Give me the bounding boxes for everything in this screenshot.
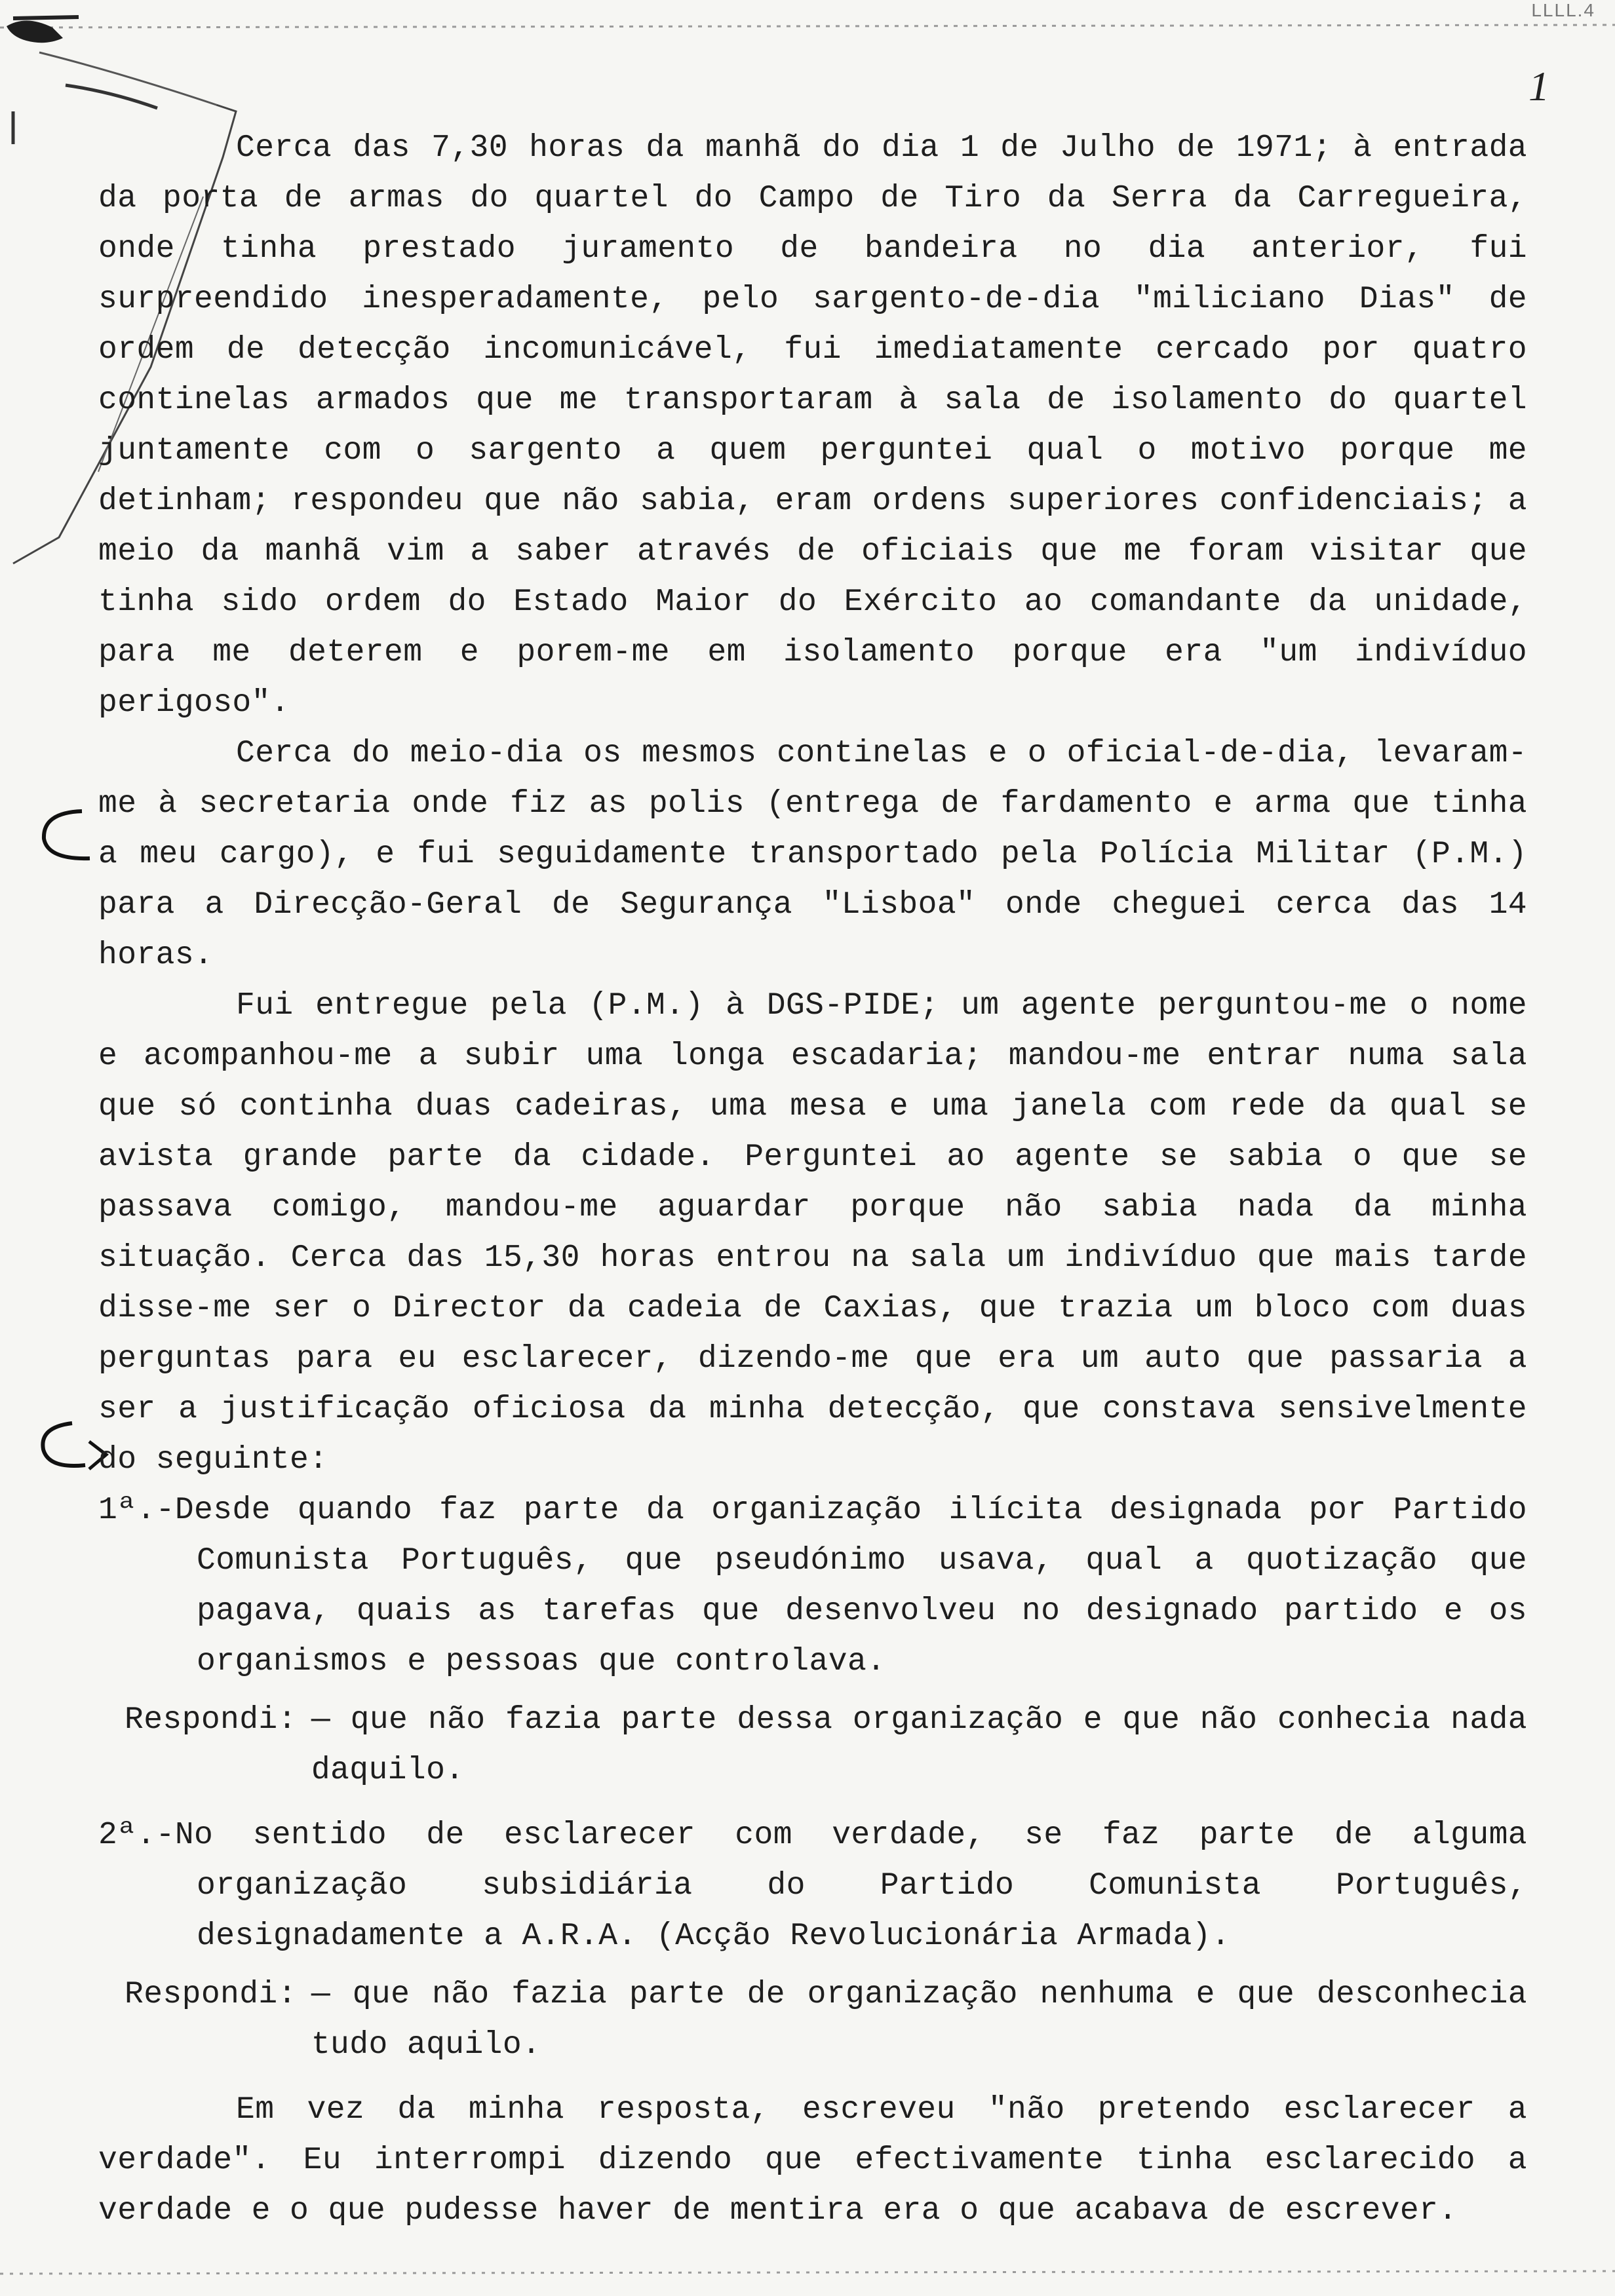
paragraph-arrest: Cerca das 7,30 horas da manhã do dia 1 de Julho de 1971; à entrada da porta de armas do quartel do Campo de Tiro da Serra da Carregueira, onde tinha prestado juramento de bandeira no dia anterior, fui surpreendido inesperadamente, pelo sargento-de-dia "miliciano Dias" de ordem de detecção incomunicável, fui imediatamente cercado por quatro continelas armados que me transportaram à sala de isolamento do quartel juntamente com o sargento a quem perguntei qual o motivo porque me detinham; respondeu que não sabia, eram ordens superiores confidenciais; a meio da manhã vim a saber através de oficiais que me foram visitar que tinha sido ordem do Estado Maior do Exército ao comandante da unidade, para me deterem e porem-me em isolamento porque era "um indivíduo perigoso". [98,130,1527,721]
question-2: 2ª.-No sentido de esclarecer com verdade, se faz parte de alguma organização subsidiária do Partido Comunista Português, designadamente a A.R.A. (Acção Revolucionária Armada). [98,1818,1527,1954]
answer-2-text: — que não fazia parte de organização nenhuma e que desconhecia tudo aquilo. [311,1977,1527,2063]
question-1: 1ª.-Desde quando faz parte da organização ilícita designada por Partido Comunista Português, que pseudónimo usava, qual a quotização que pagava, quais as tarefas que desenvolveu no designado partido e os organismos e pessoas que controlava. [98,1493,1527,1679]
letter-body [98,123,1527,2236]
paragraph-response: Em vez da minha resposta, escreveu "não pretendo esclarecer a verdade". Eu interrompi dizendo que efectivamente tinha esclarecido a verdade e o que pudesse haver de mentira era o que acabava de escrever. [98,2092,1527,2229]
answer-1 [98,1695,1527,1796]
answer-2 [98,1970,1527,2071]
corner-stamp: LLLL.4 [1531,0,1595,20]
answer-2-label: Respondi: [125,1977,297,2012]
paragraph-transfer: Cerca do meio-dia os mesmos continelas e o oficial-de-dia, levaram-me à secretaria onde fiz as polis (entrega de fardamento e arma que tinha a meu cargo), e fui seguidamente transportado pela Polícia Militar (P.M.) para a Direcção-Geral de Segurança "Lisboa" onde cheguei cerca das 14 horas. [98,736,1527,973]
answer-1-text: — que não fazia parte dessa organização e que não conhecia nada daquilo. [311,1702,1527,1788]
page-number: 1 [1528,63,1549,109]
answer-1-label: Respondi: [125,1702,297,1738]
margin-bracket-mark [36,806,95,865]
paragraph-interrogation: Fui entregue pela (P.M.) à DGS-PIDE; um agente perguntou-me o nome e acompanhou-me a subir uma longa escadaria; mandou-me entrar numa sala que só continha duas cadeiras, uma mesa e uma janela com rede da qual se avista grande parte da cidade. Perguntei ao agente se sabia o que se passava comigo, mandou-me aguardar porque não sabia nada da minha situação. Cerca das 15,30 horas entrou na sala um indivíduo que mais tarde disse-me ser o Director da cadeia de Caxias, que trazia um bloco com duas perguntas para eu esclarecer, dizendo-me que era um auto que passaria a ser a justificação oficiosa da minha detecção, que constava sensivelmente do seguinte: [98,988,1527,1478]
